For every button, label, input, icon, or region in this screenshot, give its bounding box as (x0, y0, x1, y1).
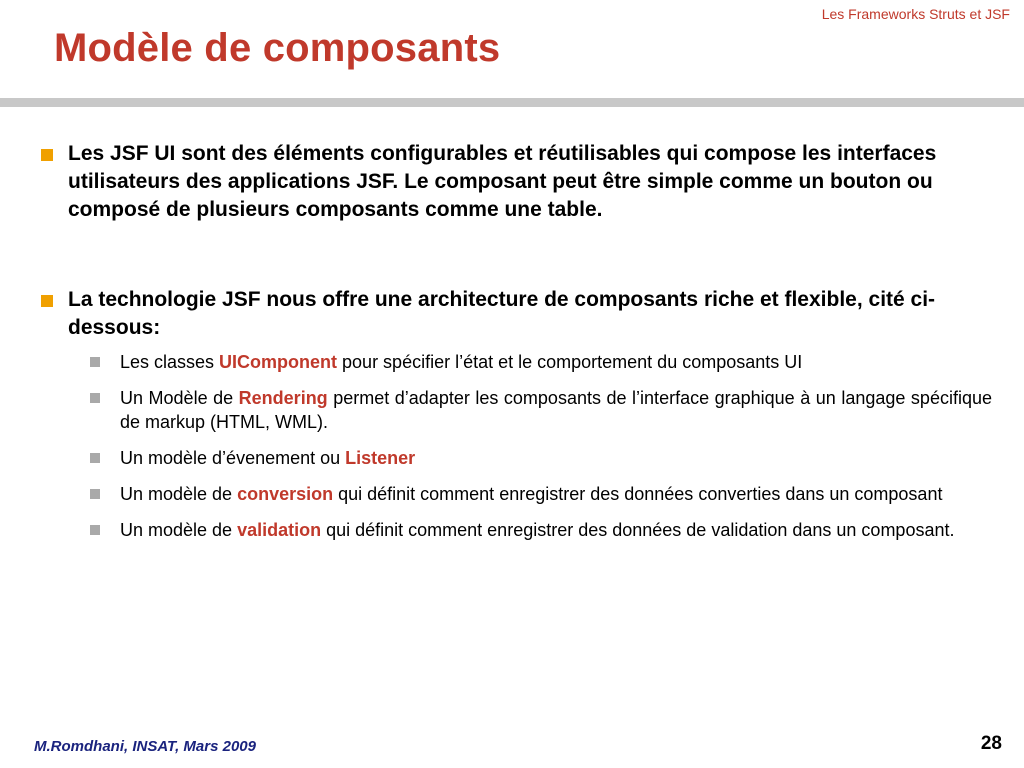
keyword-uicomponent: UIComponent (219, 352, 338, 372)
sub-bullet-post: qui définit comment enregistrer des données converties dans un composant (333, 484, 943, 504)
keyword-validation: validation (237, 520, 322, 540)
gray-square-bullet-icon (90, 357, 100, 367)
sub-bullet-rendering (86, 386, 992, 434)
sub-bullet-pre: Les classes (120, 352, 220, 372)
bullet-2 (34, 286, 994, 342)
gray-square-bullet-icon (90, 525, 100, 535)
sub-bullet-conversion (86, 482, 992, 506)
slide-content (34, 140, 994, 554)
bullet-1-text: Les JSF UI sont des éléments configurables et réutilisables qui compose les interfaces utilisateurs des applications JSF. Le composant peut être simple comme un bouton ou composé de plusieurs composants comme une table. (68, 142, 937, 221)
sub-bullet-pre: Un modèle de (120, 520, 238, 540)
orange-square-bullet-icon (41, 149, 53, 161)
sub-bullet-validation (86, 518, 992, 542)
sub-bullet-text (120, 386, 992, 434)
keyword-listener: Listener (345, 448, 416, 468)
title-divider (0, 98, 1024, 107)
header-tag: Les Frameworks Struts et JSF (821, 6, 1010, 22)
keyword-rendering: Rendering (238, 388, 328, 408)
keyword-conversion: conversion (237, 484, 334, 504)
sub-bullet-pre: Un modèle de (120, 484, 238, 504)
orange-square-bullet-icon (41, 295, 53, 307)
sub-bullet-post: permet d’adapter les composants de l’interface graphique à un langage spécifique de markup (HTML, WML). (120, 388, 992, 432)
footer-author: M.Romdhani, INSAT, Mars 2009 (34, 738, 256, 755)
sub-bullet-text (120, 350, 992, 374)
gray-square-bullet-icon (90, 489, 100, 499)
sub-bullet-text (120, 518, 992, 542)
gray-square-bullet-icon (90, 453, 100, 463)
bullet-1 (34, 140, 994, 224)
sub-bullet-text (120, 482, 992, 506)
sub-bullet-post: pour spécifier l’état et le comportement du composants UI (337, 352, 803, 372)
sub-bullet-list (34, 350, 994, 542)
sub-bullet-listener (86, 446, 992, 470)
bullet-2-text: La technologie JSF nous offre une architecture de composants riche et flexible, cité ci-dessous: (68, 288, 936, 339)
sub-bullet-pre: Un modèle d’évenement ou (120, 448, 346, 468)
gray-square-bullet-icon (90, 393, 100, 403)
sub-bullet-pre: Un Modèle de (120, 388, 239, 408)
sub-bullet-uicomponent (86, 350, 992, 374)
sub-bullet-post: qui définit comment enregistrer des données de validation dans un composant. (321, 520, 955, 540)
slide-title: Modèle de composants (54, 26, 501, 70)
sub-bullet-text (120, 446, 992, 470)
page-number: 28 (980, 733, 1002, 754)
